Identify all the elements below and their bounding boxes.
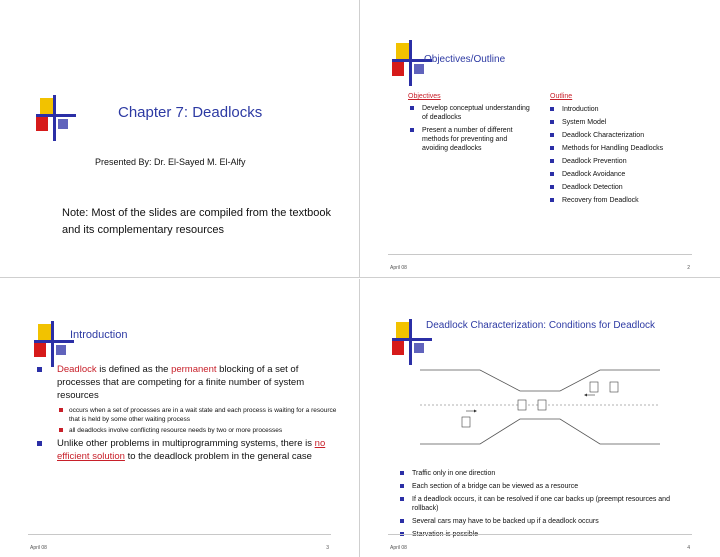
list-item: Each section of a bridge can be viewed as a resource	[400, 482, 680, 491]
footer-divider	[388, 534, 692, 535]
list-item: Recovery from Deadlock	[550, 196, 670, 205]
objectives-header: Objectives	[408, 93, 441, 100]
slide-2	[360, 0, 720, 278]
list-item: Several cars may have to be backed up if a deadlock occurs	[400, 517, 680, 526]
term-deadlock: Deadlock	[57, 364, 97, 375]
slide-logo	[36, 95, 76, 141]
intro-list	[37, 363, 337, 467]
list-item: Develop conceptual understanding of deadlocks	[410, 104, 535, 122]
page-number: 3	[326, 545, 329, 551]
slide-1	[0, 0, 360, 278]
term-no-efficient-solution: no efficient solution	[57, 438, 326, 462]
slide-3	[0, 279, 360, 557]
list-item: Unlike other problems in multiprogramming systems, there is no efficient solution to the deadlock problem in the general case	[37, 437, 337, 463]
page-number: 4	[687, 545, 690, 551]
footer-date: April 08	[390, 265, 407, 271]
bridge-diagram	[420, 367, 660, 447]
list-item: Deadlock Prevention	[550, 157, 670, 166]
list-item: occurs when a set of processes are in a wait state and each process is waiting for a resource that is held by some other waiting process	[37, 406, 337, 424]
list-item: Deadlock is defined as the permanent blocking of a set of processes that are competing for a finite number of system resources	[37, 363, 337, 402]
slide-logo	[34, 321, 74, 367]
outline-header: Outline	[550, 93, 573, 100]
car-icon	[538, 400, 546, 410]
car-icon	[462, 417, 470, 427]
list-item: Methods for Handling Deadlocks	[550, 144, 670, 153]
list-item: If a deadlock occurs, it can be resolved if one car backs up (preempt resources and rollback)	[400, 495, 680, 513]
list-item: Deadlock Characterization	[550, 131, 670, 140]
list-item: Present a number of different methods for preventing and avoiding deadlocks	[410, 126, 535, 153]
slide-title: Deadlock Characterization: Conditions for Deadlock	[426, 320, 656, 331]
page-number: 2	[687, 265, 690, 271]
list-item: System Model	[550, 118, 670, 127]
footer-date: April 08	[390, 545, 407, 551]
footer-divider	[388, 254, 692, 255]
list-item: all deadlocks involve conflicting resource needs by two or more processes	[37, 426, 337, 435]
footer-divider	[28, 534, 331, 535]
slide-title: Introduction	[70, 329, 128, 341]
list-item: Introduction	[550, 105, 670, 114]
list-item: Traffic only in one direction	[400, 469, 680, 478]
term-permanent: permanent	[171, 364, 217, 375]
slide-title: Objectives/Outline	[424, 54, 506, 65]
conditions-list	[400, 469, 680, 543]
note-text: Note: Most of the slides are compiled from the textbook and its complementary resources	[62, 207, 332, 236]
car-icon	[610, 382, 618, 392]
slide-4	[360, 279, 720, 557]
slide-title: Chapter 7: Deadlocks	[118, 104, 263, 121]
car-icon	[590, 382, 598, 392]
outline-list	[550, 105, 670, 209]
list-item: Deadlock Avoidance	[550, 170, 670, 179]
footer-date: April 08	[30, 545, 47, 551]
list-item: Deadlock Detection	[550, 183, 670, 192]
presenter-text: Presented By: Dr. El-Sayed M. El-Alfy	[95, 157, 246, 167]
objectives-list	[410, 104, 535, 157]
car-icon	[518, 400, 526, 410]
